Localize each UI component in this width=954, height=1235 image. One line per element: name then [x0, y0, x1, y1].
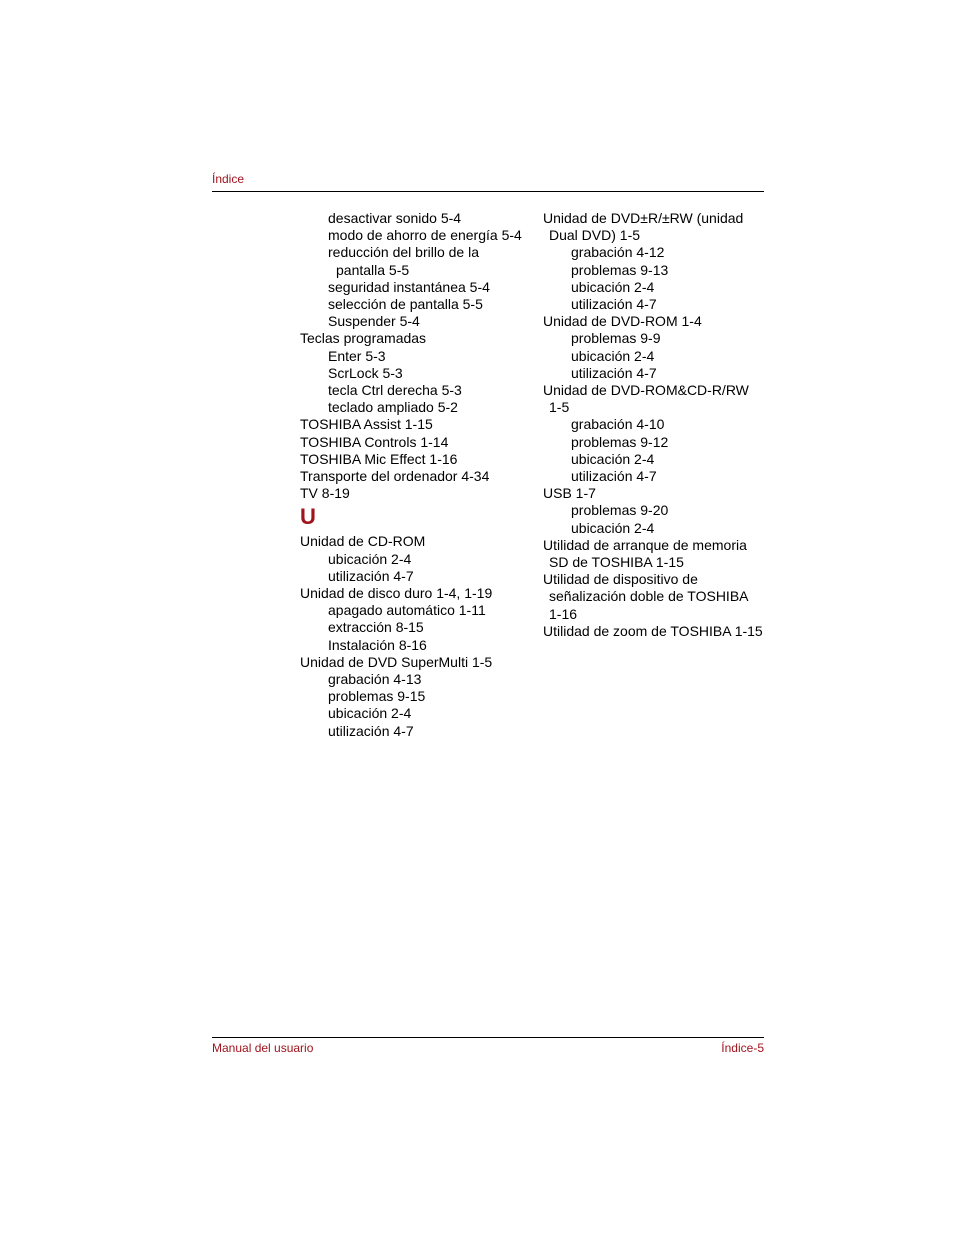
index-entry: ScrLock 5-3 — [328, 364, 403, 381]
index-entry: SD de TOSHIBA 1-15 — [549, 554, 684, 571]
index-entry: extracción 8-15 — [328, 619, 424, 636]
index-entry: Unidad de DVD±R/±RW (unidad — [543, 210, 744, 226]
index-entry: 1-16 — [549, 605, 578, 622]
index-entry: 1-5 — [549, 399, 570, 416]
index-entry: ubicación 2-4 — [571, 347, 655, 364]
index-entry: señalización doble de TOSHIBA — [549, 588, 749, 605]
index-entry: TOSHIBA Mic Effect 1-16 — [300, 450, 458, 467]
index-entry: Unidad de CD-ROM — [300, 533, 426, 550]
index-entry: Unidad de disco duro 1-4, 1-19 — [300, 585, 493, 602]
index-entry: ubicación 2-4 — [571, 278, 655, 295]
header-section-label: Índice — [212, 172, 245, 186]
index-entry: Teclas programadas — [300, 330, 427, 347]
index-entry: TOSHIBA Controls 1-14 — [300, 433, 449, 450]
index-entry: problemas 9-15 — [328, 688, 426, 705]
index-entry: Enter 5-3 — [328, 347, 386, 364]
index-entry: utilización 4-7 — [571, 364, 657, 381]
index-column-right — [543, 210, 768, 640]
index-entry: Utilidad de dispositivo de — [543, 571, 698, 588]
index-entry: Unidad de DVD-ROM&CD-R/RW — [543, 382, 749, 399]
header-rule — [212, 191, 764, 192]
index-entry: Transporte del ordenador 4-34 — [300, 468, 490, 485]
index-entry: Dual DVD) 1-5 — [549, 227, 641, 244]
index-entry: USB 1-7 — [543, 485, 596, 502]
index-entry: pantalla 5-5 — [336, 261, 410, 278]
index-entry: ubicación 2-4 — [571, 519, 655, 536]
index-entry: selección de pantalla 5-5 — [328, 296, 483, 313]
index-entry: teclado ampliado 5-2 — [328, 399, 458, 416]
footer-page-number: Índice-5 — [721, 1041, 764, 1055]
index-entry: problemas 9-20 — [571, 502, 669, 519]
index-entry: Utilidad de arranque de memoria — [543, 536, 747, 553]
index-entry: utilización 4-7 — [328, 567, 414, 584]
index-entry: utilización 4-7 — [328, 722, 414, 739]
index-entry: apagado automático 1-11 — [328, 602, 486, 619]
index-entry: problemas 9-12 — [571, 433, 669, 450]
index-entry: problemas 9-13 — [571, 261, 669, 278]
index-entry: Unidad de DVD SuperMulti 1-5 — [300, 653, 493, 670]
index-entry: TOSHIBA Assist 1-15 — [300, 416, 433, 433]
index-column-left — [300, 210, 536, 740]
index-entry: reducción del brillo de la — [328, 244, 479, 261]
index-entry: ubicación 2-4 — [328, 705, 412, 722]
footer-manual-title: Manual del usuario — [212, 1041, 314, 1055]
section-letter-u: U — [300, 504, 316, 530]
index-entry: ubicación 2-4 — [328, 550, 412, 567]
index-entry: tecla Ctrl derecha 5-3 — [328, 382, 462, 399]
index-entry: Suspender 5-4 — [328, 313, 420, 330]
index-entry: utilización 4-7 — [571, 296, 657, 313]
index-entry: Utilidad de zoom de TOSHIBA 1-15 — [543, 622, 763, 639]
index-entry: grabación 4-12 — [571, 244, 665, 261]
footer-rule — [212, 1037, 764, 1038]
index-entry: modo de ahorro de energía 5-4 — [328, 227, 522, 244]
index-entry: TV 8-19 — [300, 485, 350, 502]
index-entry: ubicación 2-4 — [571, 450, 655, 467]
index-entry: utilización 4-7 — [571, 468, 657, 485]
index-entry: grabación 4-13 — [328, 671, 422, 688]
index-entry: Unidad de DVD-ROM 1-4 — [543, 313, 702, 330]
index-entry: problemas 9-9 — [571, 330, 661, 347]
index-entry: seguridad instantánea 5-4 — [328, 278, 490, 295]
index-group-t — [300, 210, 536, 502]
index-entry: grabación 4-10 — [571, 416, 665, 433]
index-group-u — [300, 533, 536, 739]
index-entry: desactivar sonido 5-4 — [328, 210, 462, 226]
index-entry: Instalación 8-16 — [328, 636, 427, 653]
index-group-u-continued — [543, 210, 768, 640]
